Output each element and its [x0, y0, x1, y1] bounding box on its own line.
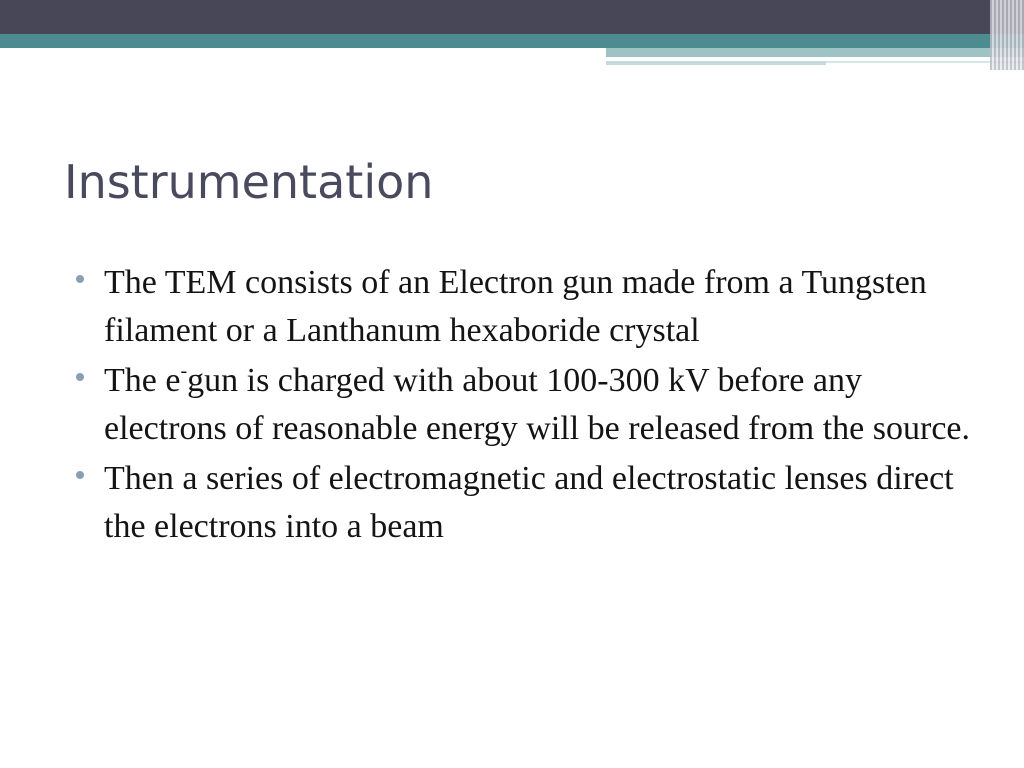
- bullet-text: The TEM consists of an Electron gun made from a Tungsten filament or a Lanthanum hexaboride crystal: [104, 264, 927, 349]
- header-bar: [0, 0, 1024, 34]
- bullet-item: [76, 357, 976, 453]
- bullet-item: [76, 259, 976, 355]
- slide-title: Instrumentation: [64, 155, 434, 209]
- bullet-dot-icon: [76, 471, 84, 479]
- bullet-text-pre: The e: [104, 362, 181, 399]
- superscript-minus: -: [180, 360, 188, 382]
- bullet-dot-icon: [76, 373, 84, 381]
- header-accent-line: [606, 61, 826, 65]
- header-accent-stripe: [606, 48, 1024, 57]
- bullet-text: Then a series of electromagnetic and electrostatic lenses direct the electrons into a beam: [104, 460, 954, 545]
- bullet-item: [76, 455, 976, 551]
- bullet-list: [76, 259, 976, 553]
- header-vertical-lines: [990, 0, 1024, 70]
- bullet-text-post: gun is charged with about 100-300 kV before any electrons of reasonable energy will be released from the source.: [104, 362, 971, 447]
- header-accent-band: [0, 34, 1024, 48]
- bullet-dot-icon: [76, 275, 84, 283]
